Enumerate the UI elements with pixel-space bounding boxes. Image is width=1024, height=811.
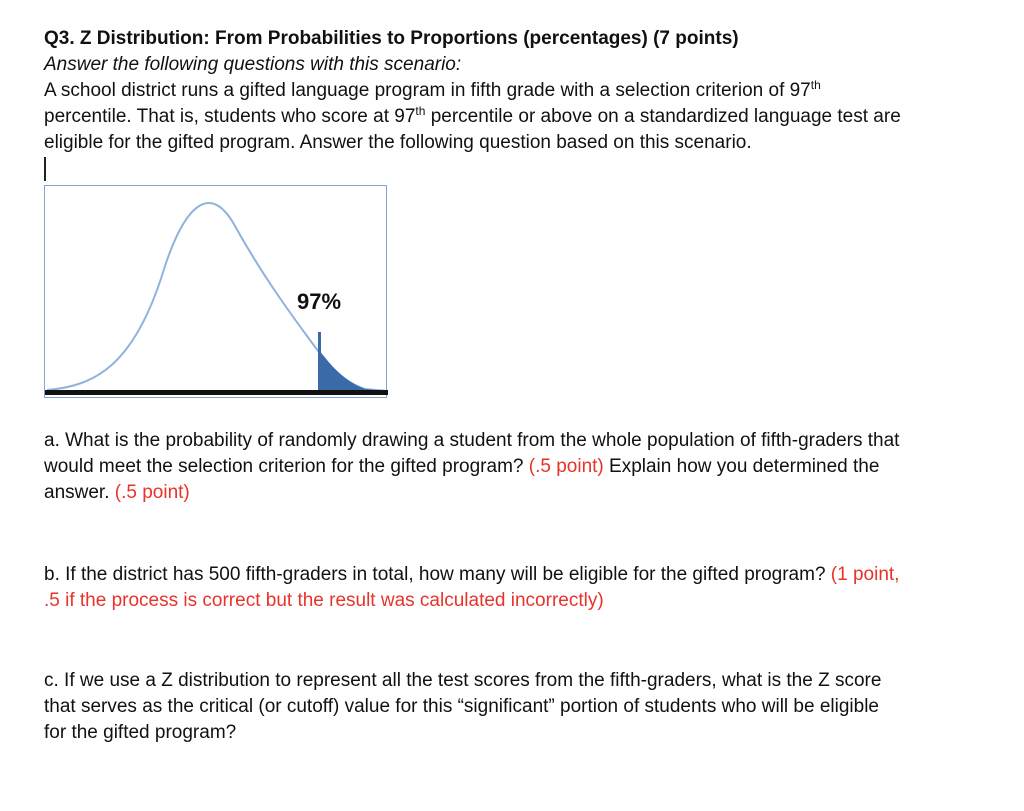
part-a-line-2: would meet the selection criterion for the gifted program? (44, 456, 529, 477)
part-b-line-1: b. If the district has 500 fifth-graders in total, how many will be eligible for the gifted program? (44, 564, 831, 585)
part-c-line-2: that serves as the critical (or cutoff) value for this “significant” portion of students who will be eligible (44, 696, 879, 717)
part-c-line-1: c. If we use a Z distribution to represent all the test scores from the fifth-graders, what is the Z score (44, 670, 882, 691)
question-title: Q3. Z Distribution: From Probabilities to Proportions (percentages) (7 points) (44, 28, 739, 49)
part-a (44, 428, 994, 506)
question-header (44, 26, 994, 156)
part-b-points-1: (1 point, (830, 564, 900, 585)
scenario-paragraph (44, 78, 994, 156)
baseline (45, 390, 388, 395)
part-a-line-3: answer. (44, 482, 115, 503)
part-a-line-2b: Explain how you determined the (603, 456, 880, 477)
scenario-line-2b: percentile or above on a standardized language test are (425, 106, 901, 127)
scenario-line-3: eligible for the gifted program. Answer the following question based on this scenario. (44, 132, 752, 153)
part-a-points-1: (.5 point) (528, 456, 604, 477)
ordinal-suffix-2: th (415, 104, 426, 118)
question-subtitle: Answer the following questions with this scenario: (44, 54, 462, 75)
cutoff-line (318, 332, 321, 392)
upper-tail-shading (319, 350, 388, 391)
part-b-points-2: .5 if the process is correct but the result was calculated incorrectly) (44, 590, 604, 611)
part-b (44, 562, 994, 614)
part-c-line-3: for the gifted program? (44, 722, 237, 743)
scenario-line-2: percentile. That is, students who score at 97 (44, 106, 416, 127)
part-c (44, 668, 994, 746)
percentile-label: 97% (297, 289, 342, 314)
scenario-line-1: A school district runs a gifted language program in fifth grade with a selection criterion of 97 (44, 80, 811, 101)
normal-distribution-figure (44, 185, 387, 398)
ordinal-suffix-1: th (810, 78, 821, 92)
text-cursor (44, 157, 46, 181)
part-a-points-2: (.5 point) (114, 482, 190, 503)
part-a-line-1: a. What is the probability of randomly drawing a student from the whole population of fifth-graders that (44, 430, 900, 451)
